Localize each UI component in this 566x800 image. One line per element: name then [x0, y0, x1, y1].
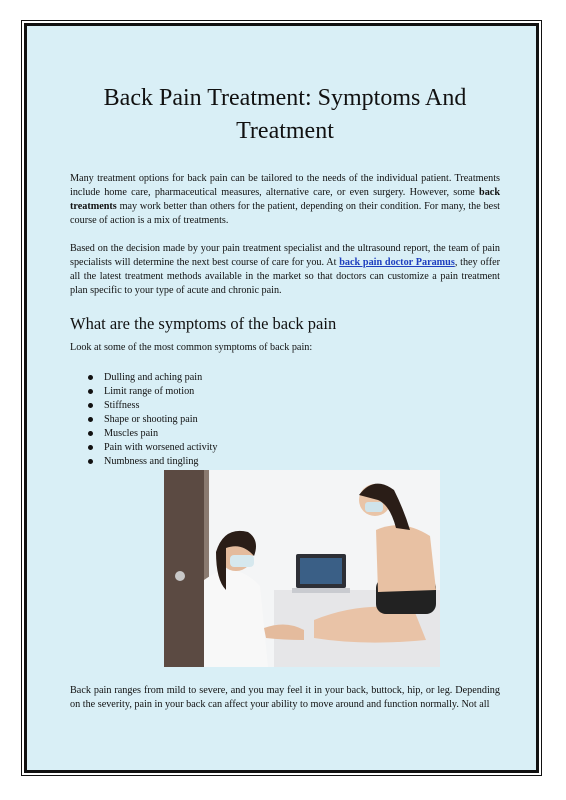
- intro-bold-text: back treatments: [70, 187, 500, 212]
- list-item-text: Limit range of motion: [104, 386, 195, 397]
- document-body: [70, 82, 500, 469]
- doctor-patient-photo: [164, 470, 440, 667]
- bullet-icon: [88, 403, 93, 408]
- list-item: [88, 441, 500, 455]
- intro-text-a: Many treatment options for back pain can be tailored to the needs of the individual patient. Treatments include home care, pharmaceutical measures, alternative care, or even surgery. However, some: [70, 173, 500, 198]
- list-item: [88, 455, 500, 469]
- symptoms-intro: Look at some of the most common symptoms of back pain:: [70, 342, 313, 353]
- document-page: [24, 23, 539, 773]
- bullet-icon: [88, 375, 93, 380]
- list-item-text: Pain with worsened activity: [104, 442, 218, 453]
- list-item-text: Numbness and tingling: [104, 456, 199, 467]
- specialist-paragraph: [70, 242, 500, 298]
- list-item: [88, 399, 500, 413]
- list-item-text: Dulling and aching pain: [104, 372, 203, 383]
- bullet-icon: [88, 389, 93, 394]
- intro-paragraph: [70, 172, 500, 228]
- specialist-text-b: , they offer all the latest treatment methods available in the market so that doctors can customize a pain treatment plan specific to your type of acute and chronic pain.: [70, 257, 501, 296]
- bullet-icon: [88, 459, 93, 464]
- symptoms-list: [70, 371, 500, 469]
- bullet-icon: [88, 431, 93, 436]
- list-item-text: Shape or shooting pain: [104, 414, 198, 425]
- symptoms-heading: What are the symptoms of the back pain: [70, 314, 337, 333]
- bullet-icon: [88, 417, 93, 422]
- specialist-text-a: Based on the decision made by your pain treatment specialist and the ultrasound report, the team of pain specialists will determine the next best course of care for you. At: [70, 243, 500, 268]
- list-item-text: Stiffness: [104, 400, 140, 411]
- back-pain-doctor-link[interactable]: back pain doctor Paramus: [339, 257, 455, 268]
- list-item: [88, 413, 500, 427]
- closing-paragraph: Back pain ranges from mild to severe, and you may feel it in your back, buttock, hip, or leg. Depending on the severity, pain in your back can affect your ability to move around and function normally. Not all: [70, 685, 500, 710]
- bullet-icon: [88, 445, 93, 450]
- intro-text-b: may work better than others for the patient, depending on their condition. For many, the best course of action is a mix of treatments.: [70, 201, 500, 226]
- list-item: [88, 385, 500, 399]
- page-title: Back Pain Treatment: Symptoms And Treatment: [103, 85, 467, 144]
- list-item-text: Muscles pain: [104, 428, 159, 439]
- list-item: [88, 371, 500, 385]
- list-item: [88, 427, 500, 441]
